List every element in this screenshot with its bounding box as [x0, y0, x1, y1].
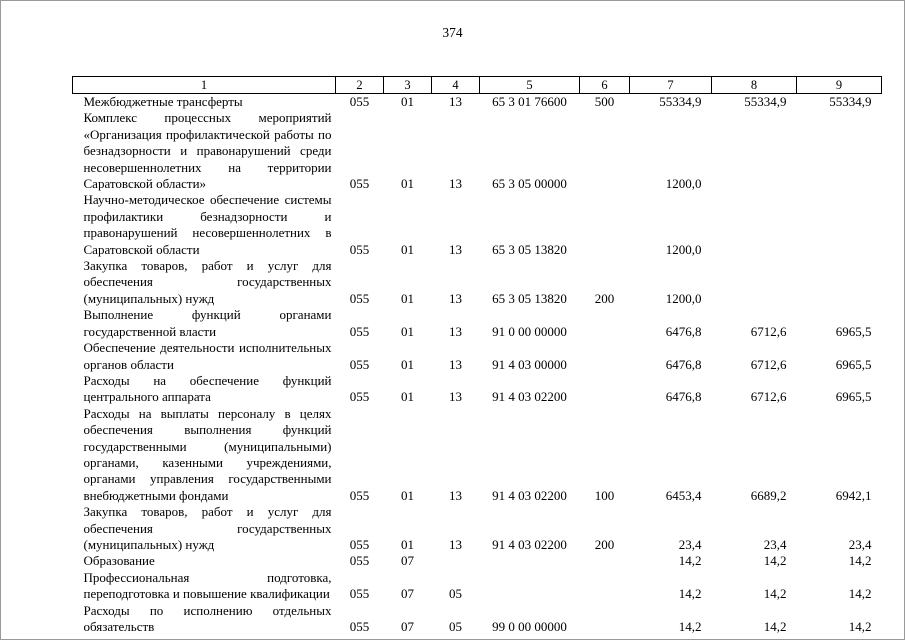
row-expense-type-code — [580, 570, 630, 603]
page-number: 374 — [442, 25, 463, 40]
row-amount-year2: 6689,2 — [750, 487, 787, 503]
row-expense-type-code — [580, 553, 630, 569]
row-grbs-code: 055 — [349, 356, 370, 372]
row-amount-year3: 14,2 — [848, 619, 872, 634]
row-amount-year1: 6476,8 — [665, 389, 702, 405]
row-subsection-code: 13 — [449, 176, 462, 192]
table-row — [73, 553, 882, 569]
row-expense-type-code: 500 — [594, 94, 615, 109]
row-grbs-code: 055 — [349, 323, 370, 339]
row-amount-year2: 6712,6 — [750, 356, 787, 372]
row-target-article-code: 65 3 05 13820 — [492, 290, 567, 306]
table-row — [73, 373, 882, 406]
header-col-2: 2 — [336, 77, 384, 94]
row-amount-year3 — [797, 258, 882, 307]
row-target-article-code: 65 3 05 00000 — [492, 176, 567, 192]
row-grbs-code: 055 — [349, 389, 370, 405]
row-expense-type-code: 200 — [594, 536, 615, 552]
row-subsection-code: 05 — [449, 586, 462, 602]
row-amount-year2: 23,4 — [763, 536, 787, 552]
row-amount-year2: 6712,6 — [750, 323, 787, 339]
row-amount-year1: 1200,0 — [665, 241, 702, 257]
row-amount-year1: 14,2 — [678, 553, 702, 569]
table-row — [73, 94, 882, 111]
row-amount-year1: 23,4 — [678, 536, 702, 552]
row-target-article-code — [480, 570, 580, 603]
row-section-code: 01 — [401, 389, 414, 405]
header-col-5: 5 — [480, 77, 580, 94]
header-col-8: 8 — [712, 77, 797, 94]
row-subsection-code: 13 — [449, 389, 462, 405]
row-subsection-code: 13 — [449, 94, 462, 109]
row-name: Профессиональная подготовка, переподготовка и повышение квалификации — [83, 569, 332, 602]
header-col-7: 7 — [630, 77, 712, 94]
row-amount-year3: 14,2 — [848, 553, 872, 569]
header-col-9: 9 — [797, 77, 882, 94]
row-name: Закупка товаров, работ и услуг для обеспечения государственных (муниципальных) нужд — [83, 258, 332, 306]
row-subsection-code: 13 — [449, 356, 462, 372]
row-amount-year3: 23,4 — [848, 536, 872, 552]
table-header — [73, 77, 882, 94]
row-target-article-code: 91 4 03 02200 — [492, 389, 567, 405]
row-section-code: 01 — [401, 290, 414, 306]
header-row — [73, 77, 882, 94]
row-target-article-code: 99 0 00 00000 — [492, 619, 567, 634]
row-expense-type-code — [580, 373, 630, 406]
row-amount-year1: 6453,4 — [665, 487, 702, 503]
row-section-code: 01 — [401, 94, 414, 109]
row-amount-year2: 14,2 — [763, 586, 787, 602]
row-expense-type-code — [580, 340, 630, 373]
row-section-code: 01 — [401, 536, 414, 552]
row-amount-year1: 6476,8 — [665, 323, 702, 339]
row-amount-year1: 55334,9 — [659, 94, 702, 109]
row-name: Закупка товаров, работ и услуг для обеспечения государственных (муниципальных) нужд — [83, 504, 332, 552]
row-section-code: 07 — [401, 553, 414, 569]
row-name: Выполнение функций органами государственной власти — [83, 307, 332, 339]
row-section-code: 01 — [401, 356, 414, 372]
row-target-article-code: 91 4 03 02200 — [492, 487, 567, 503]
row-name: Расходы по исполнению отдельных обязательств — [83, 602, 332, 634]
row-subsection-code: 13 — [449, 536, 462, 552]
header-col-3: 3 — [384, 77, 432, 94]
table-row — [73, 504, 882, 553]
row-subsection-code: 05 — [449, 619, 462, 634]
table-body — [73, 94, 882, 636]
row-section-code: 01 — [401, 487, 414, 503]
row-grbs-code: 055 — [349, 586, 370, 602]
row-grbs-code: 055 — [349, 94, 370, 109]
row-amount-year3 — [797, 110, 882, 192]
row-expense-type-code — [580, 192, 630, 258]
row-target-article-code: 65 3 01 76600 — [492, 94, 567, 109]
row-amount-year1: 14,2 — [678, 619, 702, 634]
row-target-article-code: 65 3 05 13820 — [492, 241, 567, 257]
header-col-4: 4 — [432, 77, 480, 94]
row-name: Межбюджетные трансферты — [83, 94, 243, 109]
row-name: Комплекс процессных мероприятий «Организация профилактической работы по безнадзорности и правонарушений среди несовершеннолетних на территории Саратовской области» — [83, 110, 332, 192]
row-grbs-code: 055 — [349, 290, 370, 306]
row-subsection-code — [432, 553, 480, 569]
row-amount-year3 — [797, 192, 882, 258]
row-subsection-code: 13 — [449, 241, 462, 257]
row-target-article-code: 91 0 00 00000 — [492, 323, 567, 339]
row-grbs-code: 055 — [349, 619, 370, 634]
row-subsection-code: 13 — [449, 487, 462, 503]
row-amount-year1: 6476,8 — [665, 356, 702, 372]
row-target-article-code: 91 4 03 00000 — [492, 356, 567, 372]
row-expense-type-code: 200 — [594, 290, 615, 306]
table-row — [73, 307, 882, 340]
row-amount-year2: 14,2 — [763, 553, 787, 569]
row-section-code: 01 — [401, 241, 414, 257]
row-name: Научно-методическое обеспечение системы профилактики безнадзорности и правонарушений несовершеннолетних в Саратовской области — [83, 192, 332, 257]
row-target-article-code: 91 4 03 02200 — [492, 536, 567, 552]
row-amount-year3: 14,2 — [848, 586, 872, 602]
table-row — [73, 406, 882, 504]
row-amount-year1: 14,2 — [678, 586, 702, 602]
row-amount-year3: 6965,5 — [835, 389, 872, 405]
table-row — [73, 340, 882, 373]
row-name: Расходы на обеспечение функций центрального аппарата — [83, 372, 332, 405]
row-grbs-code: 055 — [349, 241, 370, 257]
table-row — [73, 192, 882, 258]
row-expense-type-code — [580, 110, 630, 192]
row-amount-year2 — [712, 258, 797, 307]
row-expense-type-code — [580, 603, 630, 636]
row-grbs-code: 055 — [349, 536, 370, 552]
row-grbs-code: 055 — [349, 553, 370, 569]
table-row — [73, 603, 882, 636]
row-amount-year2 — [712, 192, 797, 258]
row-amount-year2: 55334,9 — [744, 94, 787, 109]
table-row — [73, 110, 882, 192]
row-grbs-code: 055 — [349, 176, 370, 192]
row-target-article-code — [480, 553, 580, 569]
row-amount-year2 — [712, 110, 797, 192]
row-section-code: 01 — [401, 323, 414, 339]
row-expense-type-code: 100 — [594, 487, 615, 503]
row-amount-year3: 55334,9 — [829, 94, 872, 109]
row-expense-type-code — [580, 307, 630, 340]
row-grbs-code: 055 — [349, 487, 370, 503]
row-amount-year3: 6965,5 — [835, 356, 872, 372]
row-section-code: 07 — [401, 586, 414, 602]
row-name: Расходы на выплаты персоналу в целях обеспечения выполнения функций государственными (муниципальными) органами, казенными учреждениями, органами управления государственными внебюджетными фондами — [83, 405, 332, 503]
row-amount-year1: 1200,0 — [665, 176, 702, 192]
row-name: Образование — [83, 553, 155, 569]
row-subsection-code: 13 — [449, 323, 462, 339]
row-section-code: 07 — [401, 619, 414, 634]
row-amount-year3: 6942,1 — [835, 487, 872, 503]
row-section-code: 01 — [401, 176, 414, 192]
table-row — [73, 258, 882, 307]
row-amount-year3: 6965,5 — [835, 323, 872, 339]
header-col-1: 1 — [73, 77, 336, 94]
row-name: Обеспечение деятельности исполнительных органов области — [83, 340, 332, 372]
row-subsection-code: 13 — [449, 290, 462, 306]
row-amount-year2: 14,2 — [763, 619, 787, 634]
table-row — [73, 570, 882, 603]
header-col-6: 6 — [580, 77, 630, 94]
budget-table — [72, 76, 882, 635]
row-amount-year2: 6712,6 — [750, 389, 787, 405]
row-amount-year1: 1200,0 — [665, 290, 702, 306]
